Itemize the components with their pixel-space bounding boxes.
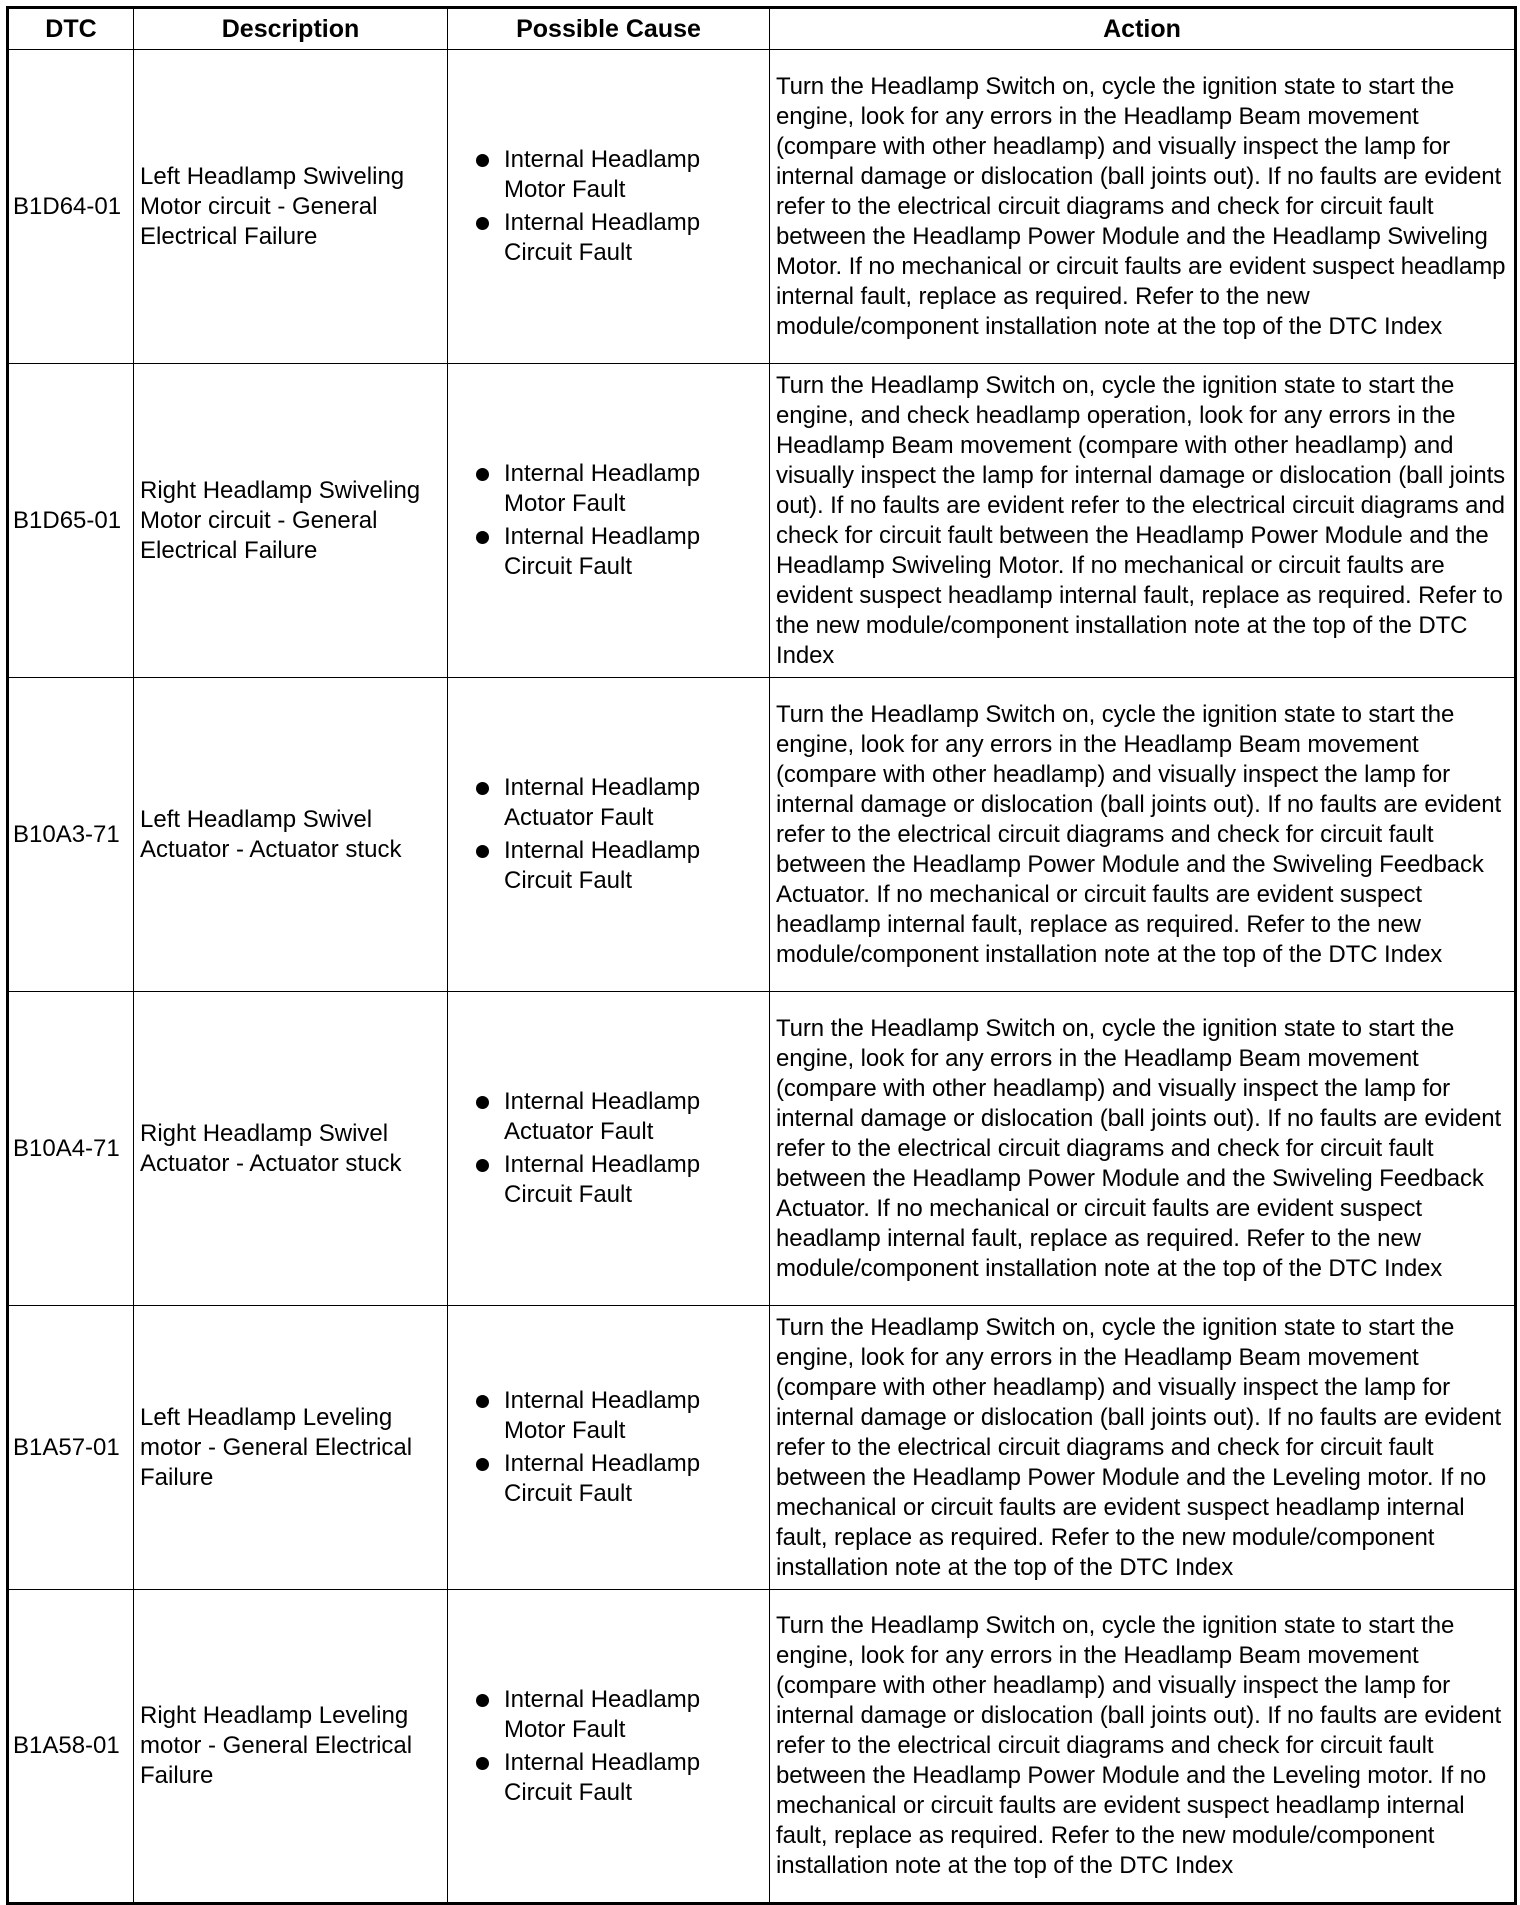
cause-text: Internal Headlamp Circuit Fault — [504, 209, 701, 266]
cause-text: Internal Headlamp Circuit Fault — [504, 523, 701, 580]
cause-text: Internal Headlamp Motor Fault — [504, 146, 701, 203]
bullet-icon — [476, 845, 489, 858]
dtc-code: B1A58-01 — [8, 1590, 134, 1904]
header-action: Action — [770, 8, 1516, 50]
action-text: Turn the Headlamp Switch on, cycle the ignition state to start the engine, look for any errors in the Headlamp Beam movement (compare with other headlamp) and visually inspect the lamp for internal damage or dislocation (ball joints out). If no faults are evident refer to the electrical circuit diagrams and check for circuit fault between the Headlamp Power Module and the Headlamp Swiveling Motor. If no mechanical or circuit faults are evident suspect headlamp internal fault, replace as required. Refer to the new module/component installation note at the top of the DTC Index — [770, 50, 1516, 364]
cause-text: Internal Headlamp Circuit Fault — [504, 1151, 701, 1208]
table-row — [8, 364, 1516, 678]
bullet-icon — [476, 1096, 489, 1109]
dtc-table — [6, 6, 1517, 1905]
action-text: Turn the Headlamp Switch on, cycle the ignition state to start the engine, look for any errors in the Headlamp Beam movement (compare with other headlamp) and visually inspect the lamp for internal damage or dislocation (ball joints out). If no faults are evident refer to the electrical circuit diagrams and check for circuit fault between the Headlamp Power Module and the Swiveling Feedback Actuator. If no mechanical or circuit faults are evident suspect headlamp internal fault, replace as required. Refer to the new module/component installation note at the top of the DTC Index — [770, 678, 1516, 992]
action-text: Turn the Headlamp Switch on, cycle the ignition state to start the engine, look for any errors in the Headlamp Beam movement (compare with other headlamp) and visually inspect the lamp for internal damage or dislocation (ball joints out). If no faults are evident refer to the electrical circuit diagrams and check for circuit fault between the Headlamp Power Module and the Leveling motor. If no mechanical or circuit faults are evident suspect headlamp internal fault, replace as required. Refer to the new module/component installation note at the top of the DTC Index — [770, 1306, 1516, 1590]
table-row — [8, 1590, 1516, 1904]
cause-item — [470, 1449, 765, 1509]
header-row — [8, 8, 1516, 50]
dtc-description: Right Headlamp Swiveling Motor circuit - General Electrical Failure — [134, 364, 448, 678]
header-possible-cause: Possible Cause — [448, 8, 770, 50]
bullet-icon — [476, 154, 489, 167]
possible-cause-cell — [448, 992, 770, 1306]
bullet-icon — [476, 468, 489, 481]
header-dtc: DTC — [8, 8, 134, 50]
cause-text: Internal Headlamp Circuit Fault — [504, 837, 701, 894]
bullet-icon — [476, 1694, 489, 1707]
cause-text: Internal Headlamp Circuit Fault — [504, 1748, 701, 1806]
bullet-icon — [476, 531, 489, 544]
bullet-icon — [476, 782, 489, 795]
dtc-code: B10A4-71 — [8, 992, 134, 1306]
cause-text: Internal Headlamp Motor Fault — [504, 1387, 701, 1444]
cause-item — [470, 1748, 765, 1808]
cause-item — [470, 1386, 765, 1446]
bullet-icon — [476, 1757, 489, 1770]
cause-item — [470, 522, 765, 582]
cause-item — [470, 1685, 765, 1745]
cause-item — [470, 145, 765, 205]
dtc-code: B1D64-01 — [8, 50, 134, 364]
cause-list — [470, 1685, 765, 1808]
cause-list — [470, 1087, 765, 1210]
cause-list — [470, 459, 765, 582]
bullet-icon — [476, 217, 489, 230]
dtc-code: B10A3-71 — [8, 678, 134, 992]
table-row — [8, 678, 1516, 992]
action-text: Turn the Headlamp Switch on, cycle the ignition state to start the engine, look for any errors in the Headlamp Beam movement (compare with other headlamp) and visually inspect the lamp for internal damage or dislocation (ball joints out). If no faults are evident refer to the electrical circuit diagrams and check for circuit fault between the Headlamp Power Module and the Swiveling Feedback Actuator. If no mechanical or circuit faults are evident suspect headlamp internal fault, replace as required. Refer to the new module/component installation note at the top of the DTC Index — [770, 992, 1516, 1306]
cause-list — [470, 1386, 765, 1509]
table-row — [8, 1306, 1516, 1590]
bullet-icon — [476, 1159, 489, 1172]
cause-text: Internal Headlamp Actuator Fault — [504, 1088, 701, 1145]
possible-cause-cell — [448, 50, 770, 364]
cause-item — [470, 1087, 765, 1147]
cause-item — [470, 459, 765, 519]
cause-list — [470, 773, 765, 896]
dtc-description: Left Headlamp Swiveling Motor circuit - General Electrical Failure — [134, 50, 448, 364]
possible-cause-cell — [448, 1306, 770, 1590]
cause-item — [470, 208, 765, 268]
header-description: Description — [134, 8, 448, 50]
dtc-code: B1A57-01 — [8, 1306, 134, 1590]
possible-cause-cell — [448, 1590, 770, 1904]
action-text: Turn the Headlamp Switch on, cycle the ignition state to start the engine, look for any errors in the Headlamp Beam movement (compare with other headlamp) and visually inspect the lamp for internal damage or dislocation (ball joints out). If no faults are evident refer to the electrical circuit diagrams and check for circuit fault between the Headlamp Power Module and the Leveling motor. If no mechanical or circuit faults are evident suspect headlamp internal fault, replace as required. Refer to the new module/component installation note at the top of the DTC Index — [770, 1590, 1516, 1904]
cause-item — [470, 1150, 765, 1210]
dtc-description: Left Headlamp Swivel Actuator - Actuator stuck — [134, 678, 448, 992]
table-row — [8, 992, 1516, 1306]
dtc-description: Right Headlamp Swivel Actuator - Actuator stuck — [134, 992, 448, 1306]
bullet-icon — [476, 1458, 489, 1471]
cause-text: Internal Headlamp Motor Fault — [504, 1685, 701, 1743]
table-row — [8, 50, 1516, 364]
cause-list — [470, 145, 765, 268]
cause-text: Internal Headlamp Circuit Fault — [504, 1450, 701, 1507]
dtc-description: Left Headlamp Leveling motor - General Electrical Failure — [134, 1306, 448, 1590]
possible-cause-cell — [448, 678, 770, 992]
dtc-description: Right Headlamp Leveling motor - General Electrical Failure — [134, 1590, 448, 1904]
action-text: Turn the Headlamp Switch on, cycle the ignition state to start the engine, and check headlamp operation, look for any errors in the Headlamp Beam movement (compare with other headlamp) and visually inspect the lamp for internal damage or dislocation (ball joints out). If no faults are evident refer to the electrical circuit diagrams and check for circuit fault between the Headlamp Power Module and the Headlamp Swiveling Motor. If no mechanical or circuit faults are evident suspect headlamp internal fault, replace as required. Refer to the new module/component installation note at the top of the DTC Index — [770, 364, 1516, 678]
possible-cause-cell — [448, 364, 770, 678]
cause-item — [470, 773, 765, 833]
cause-item — [470, 836, 765, 896]
dtc-code: B1D65-01 — [8, 364, 134, 678]
cause-text: Internal Headlamp Motor Fault — [504, 460, 701, 517]
cause-text: Internal Headlamp Actuator Fault — [504, 774, 701, 831]
bullet-icon — [476, 1395, 489, 1408]
